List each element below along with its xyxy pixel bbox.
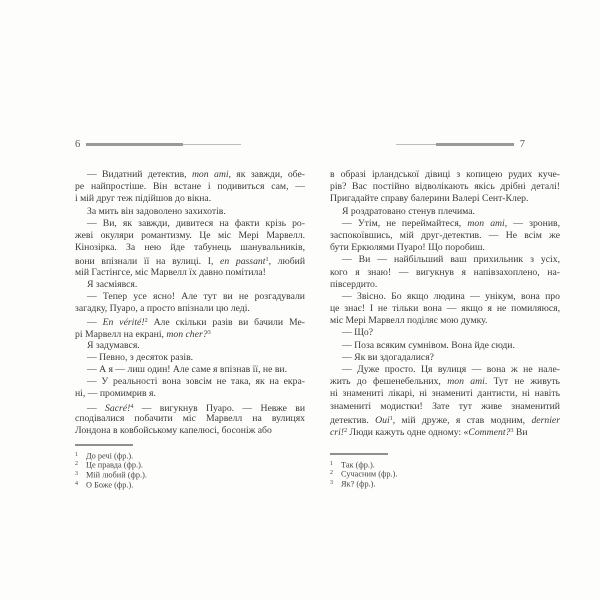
footnote — [75, 451, 305, 461]
text-line — [330, 327, 560, 339]
text-segment: Але скільки разів ви бачили Ме- — [147, 317, 305, 328]
text-line — [75, 340, 305, 352]
text-line — [75, 364, 305, 376]
footnote-list — [330, 460, 560, 489]
text-line — [330, 352, 560, 364]
footnote-text: Це правда (фр.). — [86, 460, 143, 470]
text-segment: , мій друже, я став модним, — [392, 414, 532, 425]
footnote-text: Сучасним (фр.). — [341, 469, 398, 479]
italic-phrase: cri! — [330, 426, 344, 438]
text-segment: Я задумався. — [87, 339, 140, 351]
italic-phrase: Comment? — [468, 426, 511, 438]
text-segment: — Дуже просто. Ця вулиця — вона ж не нале- — [342, 364, 560, 375]
text-segment: детектив. — [330, 414, 376, 425]
text-segment: — Ви — найбільший ваш прихильник з усіх, — [342, 254, 560, 266]
footnote-marker: 2 — [330, 470, 333, 477]
text-line — [75, 413, 305, 425]
text-line — [75, 425, 305, 437]
footnote-marker: 3 — [75, 470, 78, 477]
text-line — [75, 352, 305, 364]
footnote — [330, 479, 560, 489]
text-line — [330, 388, 560, 400]
text-line — [75, 303, 305, 315]
footnote — [330, 460, 560, 470]
header-rule-thick — [436, 143, 514, 145]
text-line — [75, 242, 305, 254]
text-line — [330, 413, 560, 425]
text-segment: — Ви, як завжди, дивитеся на факти крізь ро- — [87, 217, 305, 229]
text-line — [75, 376, 305, 388]
footnote-marker-sup: 3 — [207, 329, 211, 337]
text-segment: — Видатний детектив, — [87, 169, 192, 180]
text-line — [330, 193, 560, 205]
text-segment: мій Гастінгсе, міс Марвелл їх давно помітила! — [75, 266, 266, 278]
footnote — [75, 470, 305, 480]
text-segment: — Тепер усе ясно! Але тут ви не розгадували — [87, 290, 305, 302]
text-segment: кого я знаю! — вигукнув я напівзахоплено, на- — [330, 266, 560, 278]
footnote-marker-sup: 3 — [510, 426, 514, 434]
text-line — [330, 206, 560, 218]
italic-phrase: en passant — [220, 256, 266, 267]
text-segment: Люди кажуть одне одному: « — [347, 426, 469, 438]
text-line — [75, 267, 305, 279]
italic-phrase: Oui — [375, 414, 390, 425]
text-segment: загадку, Пуаро, а просто впізнали цю леді. — [75, 303, 250, 315]
text-segment: — вигукнув Пуаро. — Невже ви — [133, 402, 305, 413]
text-line — [75, 218, 305, 230]
footnote-marker-sup: 2 — [344, 426, 348, 434]
text-line — [330, 340, 560, 352]
text-segment: жить до фешенебельних, — [330, 376, 448, 388]
footnote — [75, 480, 305, 490]
footnote — [75, 460, 305, 470]
text-segment: це знає! І не тільки вона — якщо я не помиляюся, — [330, 303, 560, 315]
text-line — [330, 267, 560, 279]
text-segment: — Звісно. Бо якщо людина — унікум, вона про — [342, 290, 560, 302]
text-segment: Кінозірка. За нею йде табунець шанувальників, — [75, 242, 305, 254]
text-line — [75, 193, 305, 205]
text-segment: — Що? — [342, 327, 374, 339]
text-segment: Ви — [513, 426, 528, 438]
footnote-marker: 1 — [75, 451, 78, 458]
text-segment: . Тут не живуть — [484, 376, 560, 388]
text-segment: За мить він задоволено захихотів. — [87, 205, 226, 217]
text-line — [330, 401, 560, 413]
footnote-text: Мій любий (фр.). — [86, 470, 147, 480]
text-segment: — Поза всяким сумнівом. Вона йде сюди. — [342, 339, 515, 351]
header-rule-thin — [183, 144, 241, 145]
text-line — [330, 364, 560, 376]
text-line — [75, 315, 305, 327]
footnote-text: До речі (фр.). — [86, 450, 134, 460]
page-body — [330, 169, 560, 437]
text-segment: жеві окуляри романтизму. Це міс Мері Марвелл. — [75, 229, 305, 241]
footnote-marker: 1 — [330, 460, 333, 467]
text-segment: бути Еркюлями Пуаро! Що поробиш. — [330, 242, 485, 254]
text-line — [75, 388, 305, 400]
text-segment: — Як ви здогадалися? — [342, 351, 434, 363]
text-segment: міс Мері Марвелл поділяє мою думку. — [330, 315, 488, 327]
text-line — [75, 279, 305, 291]
page-right — [330, 139, 560, 559]
header-rule — [86, 143, 241, 145]
text-segment: Я роздратовано стенув плечима. — [342, 205, 475, 217]
text-line — [330, 254, 560, 266]
footnote-text: Як? (фр.). — [341, 479, 376, 489]
text-line — [330, 279, 560, 291]
footnote-marker-sup: 4 — [130, 402, 134, 410]
footnote — [330, 469, 560, 479]
footnote-rule — [330, 453, 388, 455]
text-line — [75, 291, 305, 303]
text-segment: сподівалися побачити міс Марвелл на вулицях — [75, 412, 305, 424]
text-line — [330, 291, 560, 303]
text-segment: — — [87, 402, 106, 413]
header-rule-thin — [396, 144, 436, 145]
text-line — [75, 181, 305, 193]
italic-phrase: dernier — [531, 414, 560, 425]
italic-phrase: Sacré! — [105, 402, 131, 413]
text-segment: — А я — лиш один! Але саме я впізнав її, не ви. — [87, 364, 287, 375]
footnote-marker-sup: 1 — [265, 256, 269, 264]
footnote-marker: 3 — [330, 479, 333, 486]
text-segment: Пригадайте справу балерини Валері Сент-Клер. — [330, 193, 529, 205]
italic-phrase: mon ami — [191, 169, 229, 180]
italic-phrase: mon ami — [447, 376, 485, 388]
text-line — [75, 206, 305, 218]
text-segment: і мій друг теж підійшов до вікна. — [75, 193, 212, 205]
text-line — [75, 230, 305, 242]
text-line — [75, 254, 305, 266]
header-rule — [396, 143, 514, 145]
footnote-marker-sup: 2 — [144, 317, 148, 325]
text-segment: рі Марвелл на екрані, — [75, 329, 167, 340]
page-number: 7 — [519, 139, 525, 150]
text-segment: ре найпростіше. Він встане і подивиться сам, — — [75, 181, 305, 193]
text-segment: в образі ірландської дівиці з копицею рудих куче- — [330, 169, 560, 180]
text-segment: — Певно, з десяток разів. — [87, 351, 194, 363]
text-segment: рів? Вас постійно відволікають якісь дрібні деталі! — [330, 181, 560, 193]
page-header-left — [75, 139, 305, 150]
text-segment: півсердито. — [330, 278, 378, 290]
footnote-marker-sup: 1 — [389, 414, 393, 422]
page-header-right — [330, 139, 560, 150]
text-line — [75, 169, 305, 181]
footnote-marker: 4 — [75, 480, 78, 487]
text-line — [330, 218, 560, 230]
text-line — [330, 169, 560, 181]
italic-phrase: mon ami — [467, 217, 505, 229]
text-segment: , — зронив, — [504, 217, 560, 229]
text-segment: вони впізнали її на вулиці. І, — [75, 256, 221, 267]
text-segment: — У реальності вона зовсім не така, як на екра- — [87, 376, 305, 388]
page-body — [75, 169, 305, 437]
text-line — [330, 181, 560, 193]
footnote-list — [75, 451, 305, 490]
text-line — [330, 303, 560, 315]
text-segment: ні, — промимрив я. — [75, 388, 156, 400]
text-line — [330, 376, 560, 388]
text-segment: заспокоївшись, мій друг-детектив. — Не всім же — [330, 229, 560, 241]
header-rule-thick — [86, 143, 183, 145]
footnote-text: Так (фр.). — [341, 459, 375, 469]
text-line — [330, 315, 560, 327]
page-left — [75, 139, 305, 559]
text-segment: — Утім, не переймайтеся, — [342, 217, 468, 229]
footnote-rule — [75, 444, 133, 446]
text-line — [75, 327, 305, 339]
footnotes — [330, 453, 560, 489]
footnotes — [75, 444, 305, 489]
text-line — [330, 230, 560, 242]
text-line — [330, 425, 560, 437]
text-segment: , як завжди, обе- — [228, 169, 305, 180]
text-line — [330, 242, 560, 254]
text-segment: знамениті модистки! Зате тут живе знаменитий — [330, 400, 560, 412]
text-segment: , любий — [268, 256, 305, 267]
footnote-marker: 2 — [75, 461, 78, 468]
text-segment: ні знамениті лікарі, ні знамениті дантисти, ні навіть — [330, 388, 560, 400]
text-segment: Лондона в ковбойському капелюсі, босоніж або — [75, 424, 272, 436]
footnote-text: О Боже (фр.). — [86, 479, 134, 489]
italic-phrase: En vérité! — [102, 317, 145, 328]
italic-phrase: mon cher? — [166, 329, 208, 340]
text-segment: — — [87, 317, 103, 328]
text-line — [75, 401, 305, 413]
text-segment: Я засміявся. — [87, 278, 138, 290]
page-number: 6 — [75, 139, 81, 150]
